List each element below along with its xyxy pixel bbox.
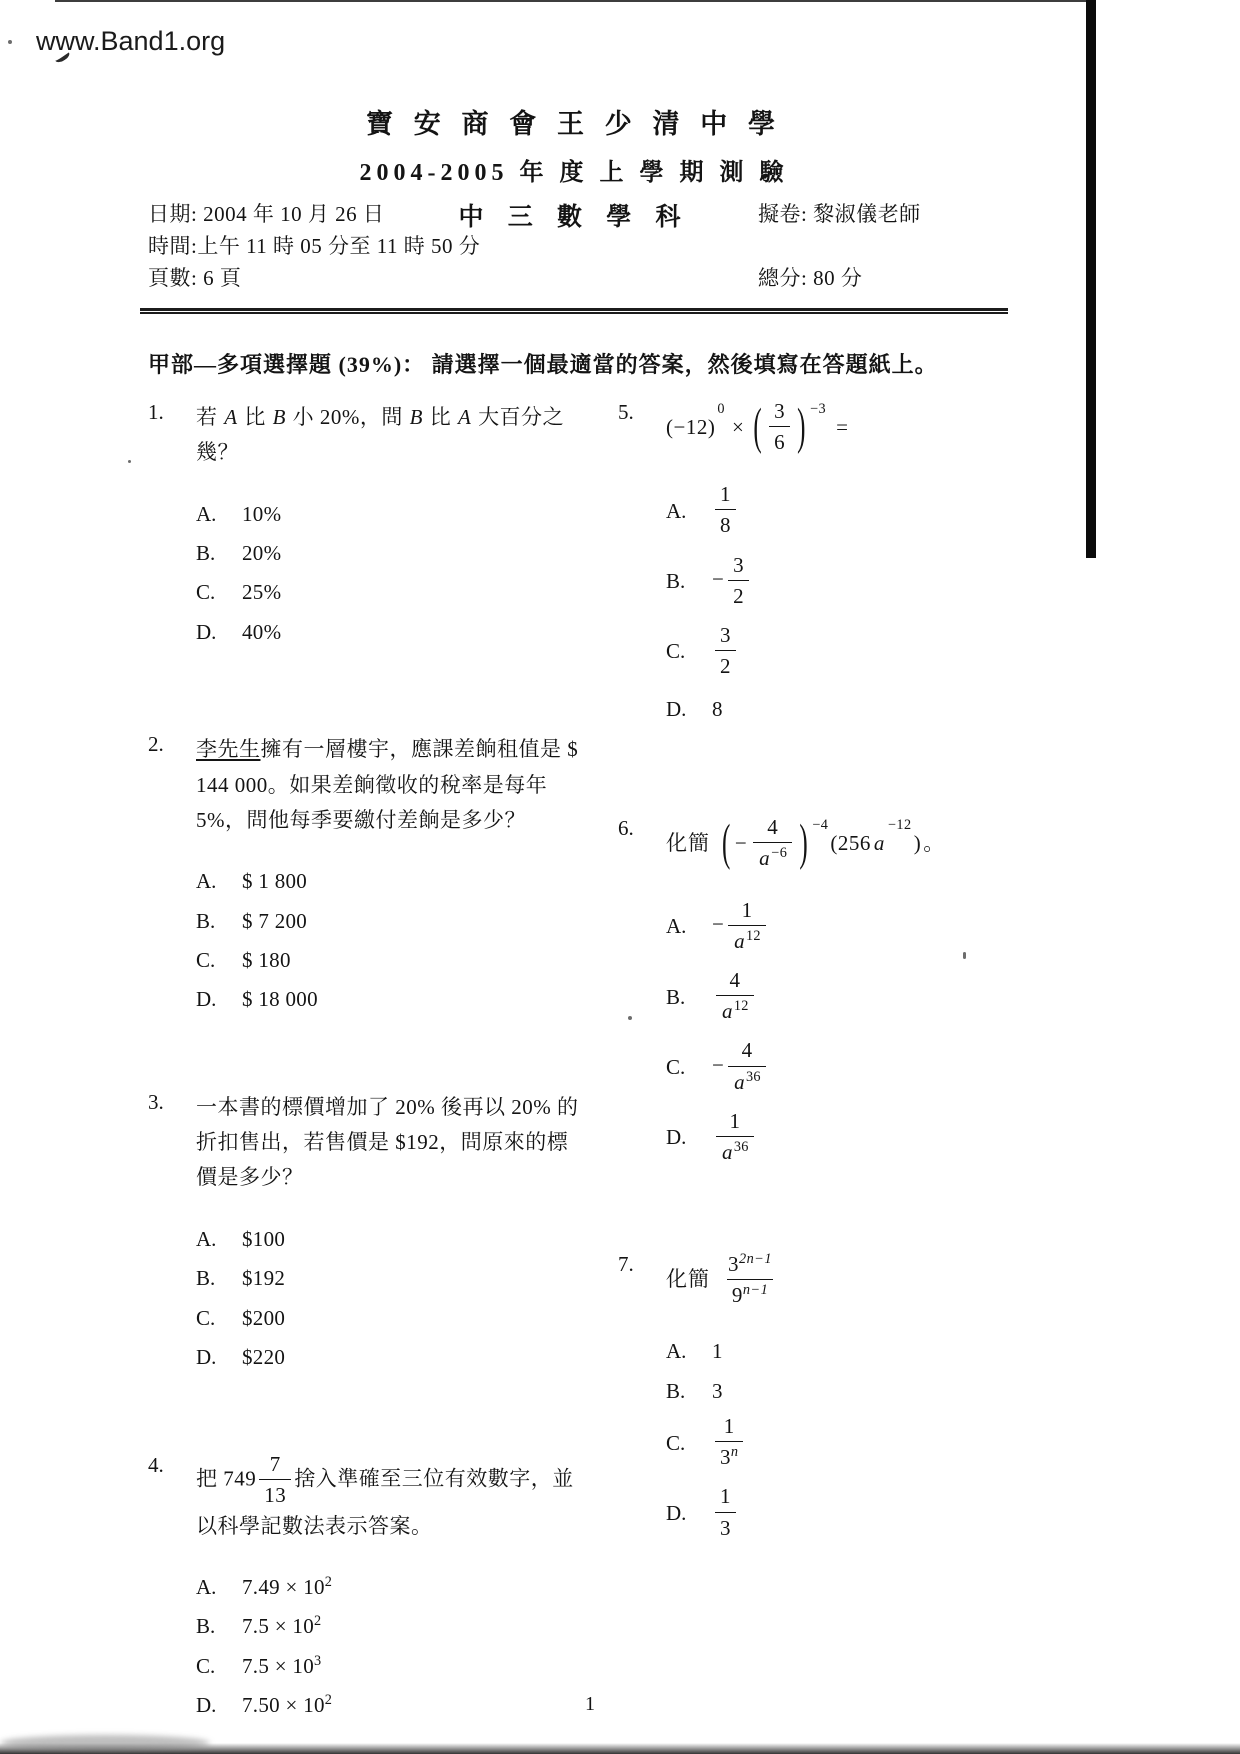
fraction: $\frac{4}{a^{-6}}$ bbox=[753, 816, 792, 871]
question-4-text-line2: 以科學記數法表示答案。 bbox=[196, 1513, 433, 1538]
exponent: 36 bbox=[745, 1068, 761, 1085]
choice-key: D. bbox=[666, 1500, 687, 1525]
choice-1d bbox=[196, 617, 580, 647]
choice-key: C. bbox=[666, 1054, 686, 1079]
exam-total-marks: 總分: 80 分 bbox=[758, 266, 863, 290]
exponent: n−1 bbox=[742, 1282, 769, 1299]
choice-value: $7.5 \times 10^2$ bbox=[242, 1613, 322, 1639]
choice-value: $200 bbox=[242, 1305, 286, 1330]
scan-speck bbox=[8, 40, 12, 44]
question-4-number: 4. bbox=[148, 1453, 164, 1478]
scan-edge-right-strip bbox=[1086, 0, 1096, 558]
question-1-number: 1. bbox=[148, 400, 164, 424]
fraction: $\frac{1}{3^n}$ bbox=[715, 1415, 743, 1470]
choice-value: $100 bbox=[242, 1226, 286, 1251]
page-number: 1 bbox=[585, 1693, 595, 1715]
scan-speck bbox=[128, 460, 131, 463]
choice-key: A. bbox=[196, 501, 217, 526]
choice-1b bbox=[196, 538, 580, 568]
exponent: −6 bbox=[771, 844, 788, 861]
right-paren: ) bbox=[797, 399, 806, 456]
choice-value: $ 1 800 bbox=[242, 869, 308, 894]
choice-key: A. bbox=[196, 1226, 217, 1251]
choice-5c bbox=[666, 624, 1016, 679]
choice-value bbox=[712, 969, 757, 1024]
choice-value: 40% bbox=[242, 619, 282, 644]
fraction: $\frac{4}{a^{12}}$ bbox=[716, 969, 754, 1024]
exponent: 2n−1 bbox=[739, 1250, 773, 1267]
fraction: $\frac{1}{8}$ bbox=[715, 483, 736, 538]
choice-key: B. bbox=[666, 568, 686, 593]
choice-3c bbox=[196, 1303, 580, 1333]
choice-key: A. bbox=[666, 914, 687, 939]
question-2-choices bbox=[196, 866, 580, 1015]
exponent: 12 bbox=[733, 998, 749, 1015]
question-7-choices bbox=[666, 1336, 1016, 1540]
choice-value: $220 bbox=[242, 1344, 286, 1369]
choice-value: $ 18 000 bbox=[242, 987, 318, 1012]
choice-3a bbox=[196, 1224, 580, 1254]
choice-1c bbox=[196, 577, 580, 607]
question-1 bbox=[148, 400, 580, 656]
choice-value: 8 bbox=[712, 697, 723, 722]
question-6-choices bbox=[666, 899, 1016, 1165]
minus-sign: − bbox=[712, 912, 725, 937]
times-sign: × bbox=[731, 415, 745, 439]
question-5-number: 5. bbox=[618, 400, 634, 424]
choice-key: B. bbox=[666, 1378, 686, 1403]
left-column bbox=[148, 400, 580, 1730]
question-6 bbox=[618, 816, 1016, 1180]
equals-sign: = bbox=[836, 415, 849, 439]
choice-value bbox=[712, 554, 752, 609]
choice-6c bbox=[666, 1039, 1016, 1094]
choice-value: 25% bbox=[242, 580, 282, 605]
left-paren: ( bbox=[753, 399, 763, 456]
fraction: $\frac{1}{a^{36}}$ bbox=[716, 1110, 754, 1165]
choice-5a bbox=[666, 483, 1016, 538]
school-name: 寶 安 商 會 王 少 清 中 學 bbox=[366, 109, 782, 139]
choice-value: $7.49 \times 10^2$ bbox=[242, 1573, 333, 1599]
question-7-number: 7. bbox=[618, 1251, 634, 1276]
choice-value: $ 180 bbox=[242, 947, 291, 972]
choice-key: D. bbox=[666, 697, 687, 722]
choice-value: 10% bbox=[242, 501, 282, 526]
choice-value: 3 bbox=[712, 1378, 723, 1403]
choice-key: B. bbox=[196, 908, 216, 933]
exam-time: 時間:上午 11 時 05 分至 11 時 50 分 bbox=[148, 234, 481, 258]
choice-key: B. bbox=[666, 984, 686, 1009]
question-1-choices bbox=[196, 499, 580, 648]
exponent: 2 bbox=[324, 1692, 333, 1709]
exam-pages: 頁數: 6 頁 bbox=[148, 266, 242, 290]
minus-sign: − bbox=[712, 1052, 725, 1077]
subject-title: 中 三 數 學 科 bbox=[458, 204, 690, 231]
choice-key: C. bbox=[666, 1430, 686, 1455]
question-4 bbox=[148, 1453, 580, 1729]
choice-1a bbox=[196, 499, 580, 529]
choice-value bbox=[712, 624, 739, 679]
exponent: 36 bbox=[733, 1138, 749, 1155]
left-paren: ( bbox=[722, 815, 731, 871]
exam-title: 2004-2005 年 度 上 學 期 測 驗 bbox=[359, 160, 789, 186]
minus-sign: − bbox=[734, 830, 748, 855]
choice-value: $7.50 \times 10^2$ bbox=[242, 1692, 333, 1718]
choice-7c bbox=[666, 1415, 1016, 1470]
choice-key: D. bbox=[196, 987, 217, 1012]
choice-4c bbox=[196, 1651, 580, 1681]
choice-2b bbox=[196, 906, 580, 936]
exponent: −12 bbox=[887, 816, 912, 833]
scan-edge-top bbox=[55, 0, 1092, 2]
fraction: $\frac{1}{3}$ bbox=[715, 1485, 736, 1540]
exponent: −4 bbox=[812, 816, 829, 833]
fraction: $\frac{3}{2}$ bbox=[728, 554, 749, 609]
question-columns bbox=[148, 400, 1016, 1730]
choice-7b bbox=[666, 1376, 1016, 1406]
choice-4a bbox=[196, 1572, 580, 1602]
underlined-name: 李先生 bbox=[196, 737, 261, 762]
minus-sign: − bbox=[712, 567, 725, 592]
question-5 bbox=[618, 400, 1016, 740]
question-4-text: 把 749 $\frac{7}{13}$ 捨入準確至三位有效數字，並 以科學記數法表示答案。 bbox=[196, 1453, 580, 1544]
choice-7a bbox=[666, 1336, 1016, 1366]
choice-6d bbox=[666, 1110, 1016, 1165]
section-a-instruction: 甲部—多項選擇題 (39%)： 請選擇一個最適當的答案，然後填寫在答題紙上。 bbox=[148, 352, 938, 377]
watermark-band1: www.Band1.org bbox=[36, 26, 226, 56]
fraction: $\frac{1}{a^{12}}$ bbox=[728, 899, 766, 954]
exam-setter: 擬卷: 黎淑儀老師 bbox=[758, 202, 921, 226]
right-column bbox=[618, 400, 1016, 1730]
choice-value bbox=[712, 1039, 769, 1094]
choice-key: C. bbox=[196, 1653, 216, 1678]
header-divider bbox=[140, 308, 1008, 314]
choice-2d bbox=[196, 984, 580, 1014]
question-7 bbox=[618, 1252, 1016, 1556]
question-3-choices bbox=[196, 1224, 580, 1373]
choice-key: A. bbox=[666, 1339, 687, 1364]
question-2-text: 李先生擁有一層樓宇，應課差餉租值是 $ 144 000。如果差餉徵收的稅率是每年 5%，問他每季要繳付差餉是多少？ bbox=[196, 737, 579, 832]
choice-value bbox=[712, 1415, 746, 1470]
question-5-expression: (−12) $^0$ × ( $\frac{3}{6}$ ) $^{-3}$ = bbox=[666, 399, 849, 456]
choice-7d bbox=[666, 1485, 1016, 1540]
question-3 bbox=[148, 1090, 580, 1382]
fraction: $\frac{3}{2}$ bbox=[715, 624, 736, 679]
question-3-number: 3. bbox=[148, 1089, 164, 1114]
choice-key: C. bbox=[196, 947, 216, 972]
exponent: −3 bbox=[809, 401, 827, 417]
exponent: 2 bbox=[314, 1613, 322, 1630]
choice-2c bbox=[196, 945, 580, 975]
choice-key: D. bbox=[666, 1125, 687, 1150]
choice-6b bbox=[666, 969, 1016, 1024]
choice-key: C. bbox=[196, 580, 216, 605]
choice-3d bbox=[196, 1342, 580, 1372]
choice-key: D. bbox=[196, 1344, 217, 1369]
fraction-numerator: 7 bbox=[269, 1452, 281, 1477]
choice-value: $ 7 200 bbox=[242, 908, 308, 933]
question-2 bbox=[148, 732, 580, 1024]
question-7-expression: 化簡 $\frac{3^{2n-1}}{9^{n-1}}$ bbox=[666, 1252, 1016, 1308]
choice-key: D. bbox=[196, 1693, 217, 1718]
choice-key: A. bbox=[196, 1574, 217, 1599]
exponent: 0 bbox=[717, 401, 725, 417]
choice-4b bbox=[196, 1611, 580, 1641]
choice-value bbox=[712, 1485, 739, 1540]
exponent: 3 bbox=[314, 1652, 322, 1669]
exponent: n bbox=[730, 1444, 739, 1461]
question-2-number: 2. bbox=[148, 732, 164, 757]
fraction-denominator: 13 bbox=[259, 1479, 291, 1508]
choice-key: C. bbox=[666, 639, 686, 664]
question-3-text: 一本書的標價增加了 20% 後再以 20% 的折扣售出，若售價是 $192，問原來的標價是多少？ bbox=[196, 1094, 579, 1190]
choice-value: $192 bbox=[242, 1266, 286, 1291]
question-6-expression: 化簡 ( − $\frac{4}{a^{-6}}$ ) $^{-4}$ (256 a $^{-12}$ ) 。 bbox=[666, 814, 945, 871]
choice-value: $7.5 \times 10^3$ bbox=[242, 1652, 322, 1678]
choice-value bbox=[712, 1110, 757, 1165]
fraction bbox=[259, 1453, 291, 1508]
choice-2a bbox=[196, 866, 580, 896]
choice-key: A. bbox=[666, 498, 687, 523]
scan-blotch-bottom-left bbox=[0, 1735, 210, 1751]
choice-key: C. bbox=[196, 1305, 216, 1330]
exponent: 2 bbox=[324, 1573, 333, 1590]
choice-5b bbox=[666, 554, 1016, 609]
choice-key: B. bbox=[196, 540, 216, 565]
exam-date: 日期: 2004 年 10 月 26 日 bbox=[148, 202, 385, 226]
question-5-choices bbox=[666, 483, 1016, 724]
choice-5d bbox=[666, 694, 1016, 724]
choice-key: B. bbox=[196, 1266, 216, 1291]
question-1-text: 若 A 比 B 小 20%，問 B 比 A 大百分之幾？ bbox=[196, 405, 565, 465]
right-paren: ) bbox=[799, 815, 809, 871]
choice-3b bbox=[196, 1263, 580, 1293]
choice-value bbox=[712, 483, 739, 538]
choice-value bbox=[712, 899, 769, 954]
exponent: 12 bbox=[745, 927, 761, 944]
choice-key: A. bbox=[196, 869, 217, 894]
fraction: $\frac{4}{a^{36}}$ bbox=[728, 1039, 766, 1094]
choice-value: 1 bbox=[712, 1339, 723, 1364]
fraction: $\frac{3^{2n-1}}{9^{n-1}}$ bbox=[728, 1250, 773, 1308]
question-6-number: 6. bbox=[618, 815, 634, 840]
choice-value: 20% bbox=[242, 540, 282, 565]
fraction: $\frac{3}{6}$ bbox=[769, 400, 790, 455]
choice-key: D. bbox=[196, 619, 217, 644]
choice-key: B. bbox=[196, 1614, 216, 1639]
choice-6a bbox=[666, 899, 1016, 954]
